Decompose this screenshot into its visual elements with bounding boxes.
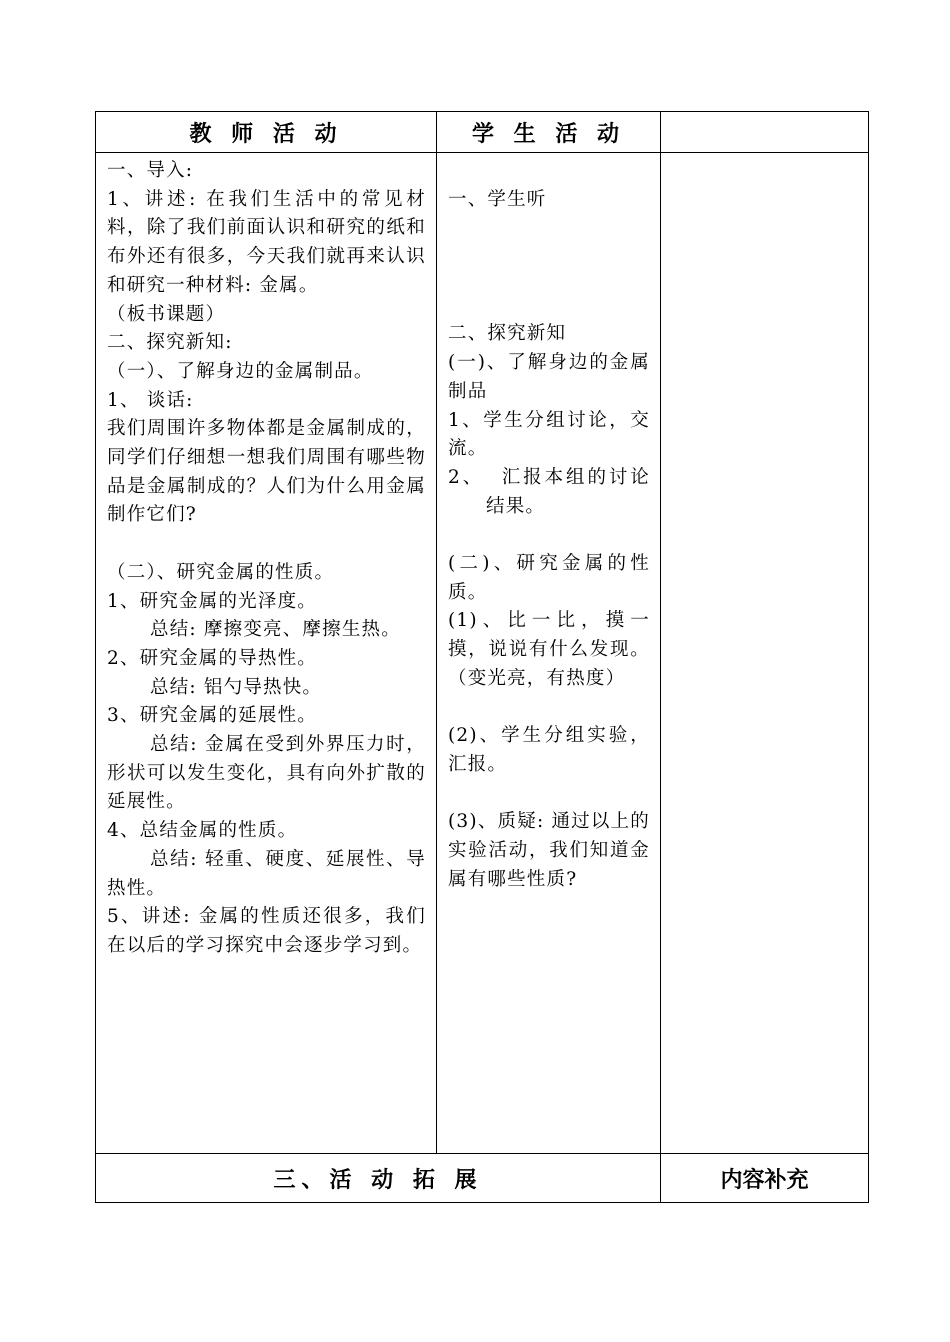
spacer <box>448 157 650 186</box>
teacher-summary: 总结: 铝勺导热快。 <box>150 676 323 698</box>
teacher-line: 1、讲述: 在我们生活中的常见材料，除了我们前面认识和研究的纸和布外还有很多，今天我们就再来认识和研究一种材料: 金属。 <box>107 188 426 296</box>
spacer <box>448 300 650 320</box>
footer-row <box>96 1154 869 1203</box>
teacher-line: （一）、了解身边的金属制品。 <box>107 360 374 382</box>
spacer <box>448 214 650 243</box>
teacher-line: （二）、研究金属的性质。 <box>107 561 335 583</box>
teacher-line: （板书课题） <box>107 303 226 325</box>
spacer <box>448 521 650 550</box>
content-row <box>96 153 869 1154</box>
student-line: 一、学生听 <box>448 188 547 210</box>
teacher-activity-header: 教 师 活 动 <box>96 112 437 153</box>
teacher-line: 二、探究新知: <box>107 332 233 354</box>
teacher-summary: 总结: 轻重、硬度、延展性、导热性。 <box>107 848 426 899</box>
spacer <box>448 272 650 301</box>
student-line: (2)、学生分组实验，汇报。 <box>448 725 650 775</box>
student-activity-header: 学 生 活 动 <box>437 112 661 153</box>
header-row <box>96 112 869 153</box>
student-activity-cell <box>437 153 661 1154</box>
student-line: (一)、了解身边的金属制品 <box>448 352 650 402</box>
teacher-line: 3、研究金属的延展性。 <box>107 705 317 727</box>
teacher-line: 1、研究金属的光泽度。 <box>107 590 317 612</box>
student-line: (1)、比一比，摸一摸，说说有什么发现。（变光亮，有热度） <box>448 610 650 689</box>
teacher-line: 1、 谈话: <box>107 389 194 411</box>
notes-header <box>661 112 869 153</box>
teacher-summary: 总结: 摩擦变亮、摩擦生热。 <box>150 619 401 641</box>
spacer <box>448 780 650 809</box>
student-line: 二、探究新知 <box>448 323 567 345</box>
teacher-line: 5、讲述: 金属的性质还很多，我们在以后的学习探究中会逐步学习到。 <box>107 906 426 956</box>
student-line: 2、 汇报本组的讨论结果。 <box>448 466 650 517</box>
student-line: (二)、研究金属的性质。 <box>448 553 650 603</box>
activity-extension-heading: 三、活 动 拓 展 <box>96 1154 661 1203</box>
teacher-summary: 总结: 金属在受到外界压力时，形状可以发生变化，具有向外扩散的延展性。 <box>107 734 426 813</box>
teacher-activity-cell <box>96 153 437 1154</box>
spacer <box>448 694 650 723</box>
student-line: 1、学生分组讨论，交流。 <box>448 409 650 460</box>
teacher-line: 我们周围许多物体都是金属制成的，同学们仔细想一想我们周围有哪些物品是金属制成的？人们为什么用金属制作它们? <box>107 418 426 526</box>
student-line: (3)、质疑: 通过以上的实验活动，我们知道金属有哪些性质? <box>448 811 650 890</box>
teacher-line: 4、总结金属的性质。 <box>107 820 298 842</box>
spacer <box>107 530 426 559</box>
teacher-line: 2、研究金属的导热性。 <box>107 647 317 669</box>
notes-cell <box>661 153 869 1154</box>
content-supplement-heading: 内容补充 <box>661 1154 869 1203</box>
lesson-plan-table <box>95 111 869 1203</box>
spacer <box>448 243 650 272</box>
teacher-line: 一、导入: <box>107 160 194 181</box>
